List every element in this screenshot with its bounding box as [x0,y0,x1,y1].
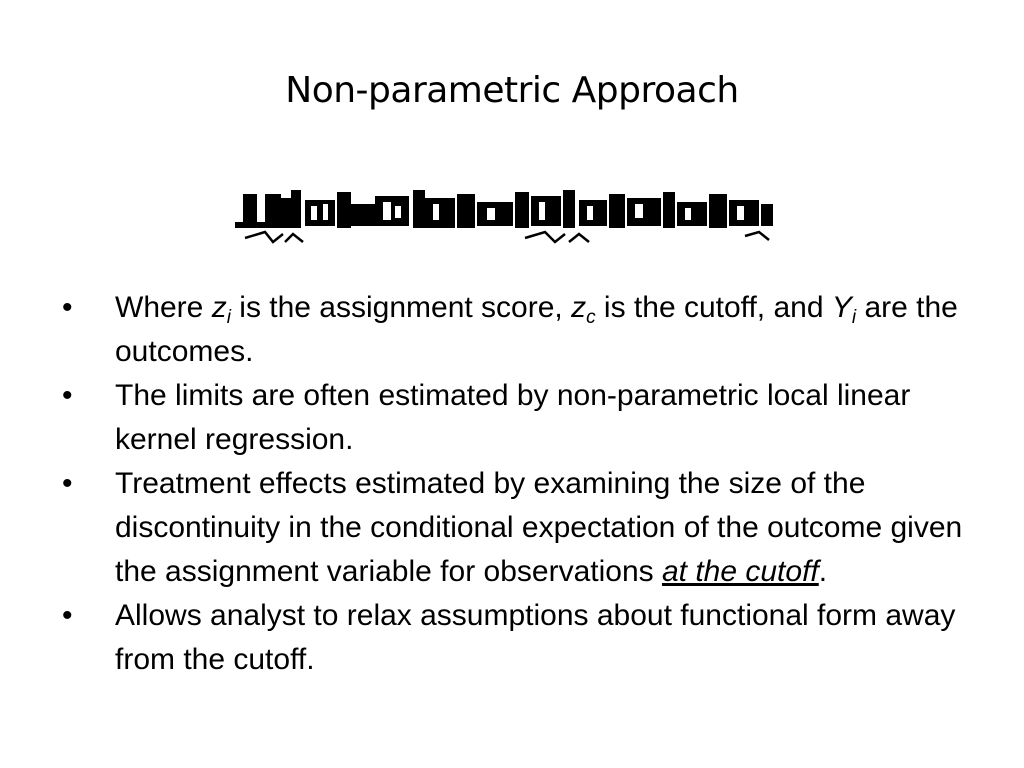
bullet-item-2 [62,374,992,462]
bullet-text: is the assignment score, [230,291,572,324]
emphasized-text: at the cutoff [661,555,819,588]
bullet-text: Where [115,291,212,324]
bullet-text: Treatment effects estimated by examining the size of the discontinuity in the conditional expectation of the outcome given the assignment variable for observations [115,467,963,588]
math-var-y: Y [831,291,852,324]
garbled-equation-image [225,186,780,248]
math-subscript-i: i [226,307,231,328]
bullet-text: . [818,555,828,588]
math-var-z: z [571,291,587,324]
bullet-item-4 [62,594,992,682]
math-var-z: z [211,291,227,324]
bullet-glyph: • [62,467,73,500]
bullet-glyph: • [62,291,73,324]
bullet-text: The limits are often estimated by non-parametric local linear kernel regression. [115,379,911,456]
slide-title: Non-parametric Approach [285,70,739,111]
bullet-glyph: • [62,379,73,412]
math-subscript-i: i [851,307,857,328]
bullet-text: are the outcomes. [115,291,958,368]
bullet-text: Allows analyst to relax assumptions about functional form away from the cutoff. [115,599,956,676]
math-subscript-c: c [586,307,596,328]
bullet-glyph: • [62,599,73,632]
bullet-item-1 [62,286,992,374]
bullet-list [62,286,992,682]
bullet-item-3 [62,462,992,594]
bullet-text: is the cutoff, and [595,291,832,324]
